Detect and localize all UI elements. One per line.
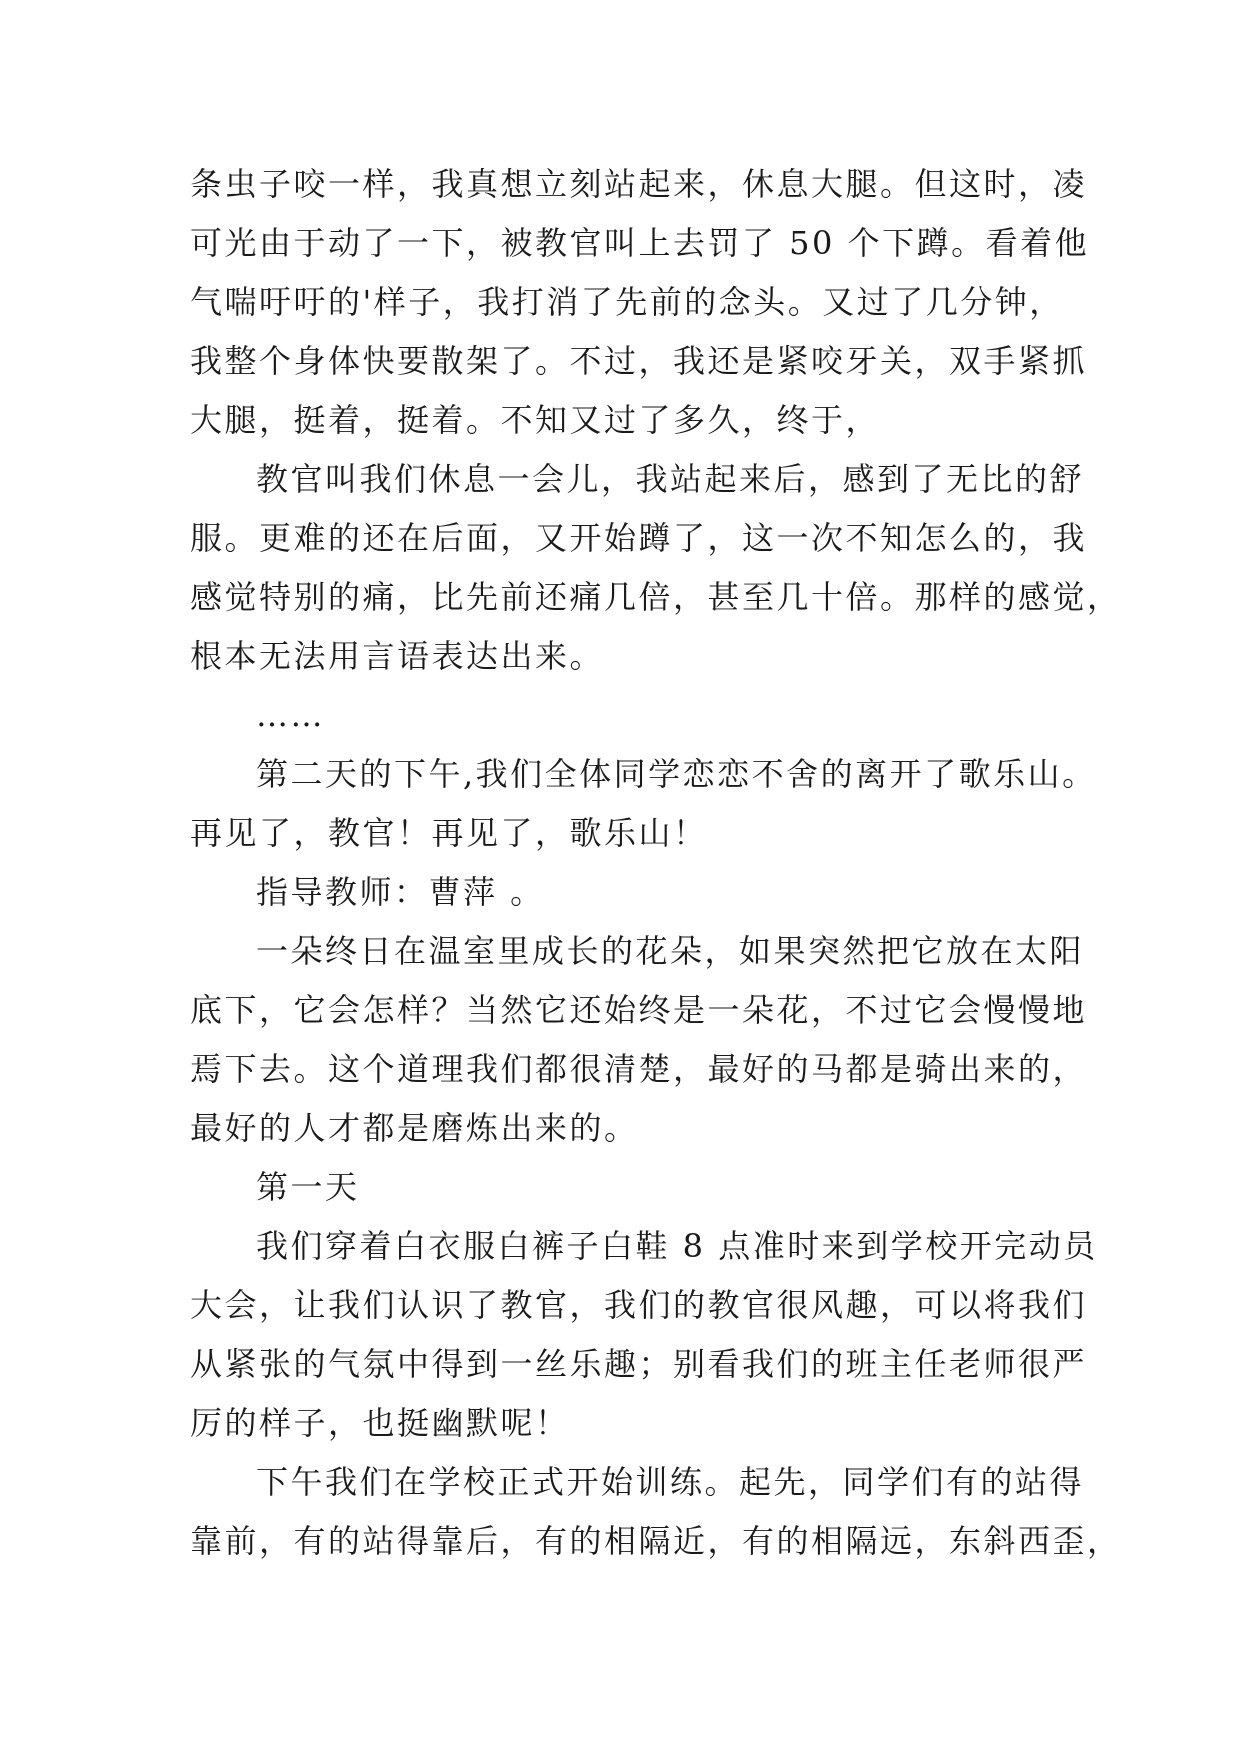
paragraph-start-line: 我们穿着白衣服白裤子白鞋 8 点准时来到学校开完动员 bbox=[256, 1227, 1098, 1265]
paragraph-start-line: 教官叫我们休息一会儿，我站起来后，感到了无比的舒 bbox=[256, 460, 1085, 498]
text-line: 大会，让我们认识了教官，我们的教官很风趣，可以将我们 bbox=[190, 1286, 1088, 1324]
text-line: 大腿，挺着，挺着。不知又过了多久，终于， bbox=[190, 401, 881, 439]
text-line: 服。更难的还在后面，又开始蹲了，这一次不知怎么的，我 bbox=[190, 519, 1088, 557]
paragraph-start-line: 下午我们在学校正式开始训练。起先，同学们有的站得 bbox=[256, 1463, 1085, 1501]
text-line: 最好的人才都是磨炼出来的。 bbox=[190, 1109, 639, 1147]
ellipsis-line: …… bbox=[256, 696, 325, 734]
paragraph-start-line: 一朵终日在温室里成长的花朵，如果突然把它放在太阳 bbox=[256, 932, 1085, 970]
text-line: 从紧张的气氛中得到一丝乐趣；别看我们的班主任老师很严 bbox=[190, 1345, 1088, 1383]
text-line: 条虫子咬一样，我真想立刻站起来，休息大腿。但这时，凌 bbox=[190, 165, 1088, 203]
text-line: 靠前，有的站得靠后，有的相隔近，有的相隔远，东斜西歪， bbox=[190, 1522, 1122, 1560]
advisor-line: 指导教师：曹萍 。 bbox=[256, 873, 545, 911]
paragraph-start-line: 第二天的下午,我们全体同学恋恋不舍的离开了歌乐山。 bbox=[256, 755, 1097, 793]
text-line: 底下，它会怎样？当然它还始终是一朵花，不过它会慢慢地 bbox=[190, 991, 1088, 1029]
section-heading: 第一天 bbox=[256, 1168, 360, 1206]
text-line: 我整个身体快要散架了。不过，我还是紧咬牙关，双手紧抓 bbox=[190, 342, 1088, 380]
text-line: 再见了，教官！再见了，歌乐山！ bbox=[190, 814, 708, 852]
text-line: 感觉特别的痛，比先前还痛几倍，甚至几十倍。那样的感觉， bbox=[190, 578, 1122, 616]
body-text bbox=[190, 155, 1122, 1571]
text-line: 气喘吁吁的'样子，我打消了先前的念头。又过了几分钟， bbox=[190, 283, 1064, 321]
text-line: 根本无法用言语表达出来。 bbox=[190, 637, 605, 675]
text-line: 厉的样子，也挺幽默呢！ bbox=[190, 1404, 570, 1442]
text-line: 焉下去。这个道理我们都很清楚，最好的马都是骑出来的， bbox=[190, 1050, 1088, 1088]
text-line: 可光由于动了一下，被教官叫上去罚了 50 个下蹲。看着他 bbox=[190, 224, 1090, 262]
